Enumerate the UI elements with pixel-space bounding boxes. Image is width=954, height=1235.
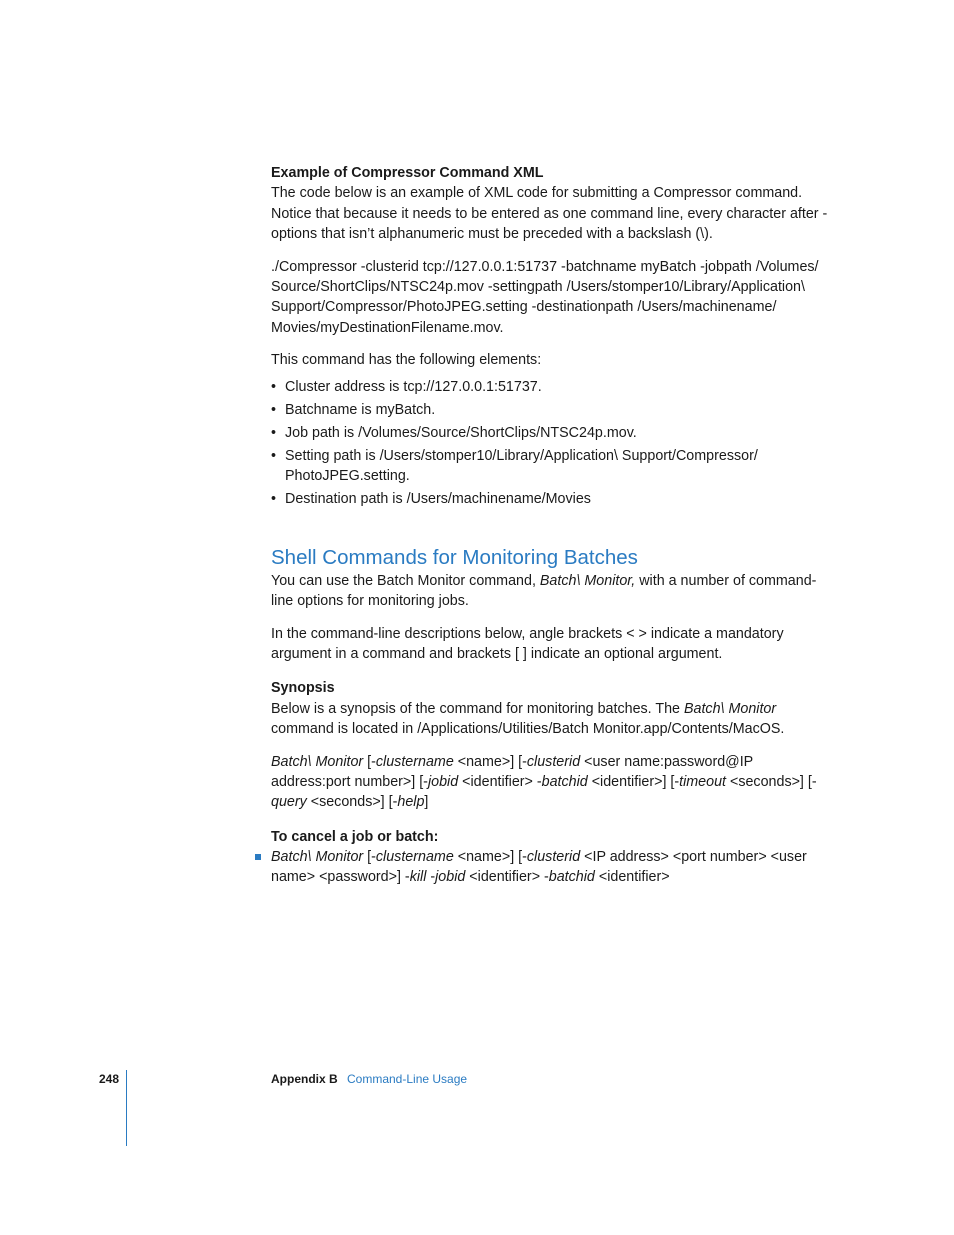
batch-monitor-intro: You can use the Batch Monitor command, Batch\ Monitor, with a number of command-line options for monitoring jobs. — [271, 572, 817, 609]
list-item: • Cluster address is tcp://127.0.0.1:51737. — [271, 377, 831, 397]
section-title-monitoring: Shell Commands for Monitoring Batches — [271, 545, 638, 569]
page-number: 248 — [99, 1072, 120, 1086]
section-heading-xml-example: Example of Compressor Command XML — [271, 165, 544, 181]
command-example — [271, 257, 831, 338]
synopsis-syntax: Batch\ Monitor [-clustername <name>] [-clusterid <user name:password@IP address:port number>] [-jobid <identifier> -batchid <identifier>] [-timeout <seconds>] [-query <seconds>] [-help] — [271, 753, 817, 811]
list-item: • Batchname is myBatch. — [271, 400, 831, 420]
page-content — [271, 163, 831, 888]
footer-appendix: Appendix B — [271, 1072, 338, 1086]
synopsis-paragraph: Below is a synopsis of the command for monitoring batches. The Batch\ Monitor command is located in /Applications/Utilities/Batch Monitor.app/Contents/MacOS. — [271, 700, 785, 737]
code-line: Support/Compressor/PhotoJPEG.setting -destinationpath /Users/machinename/ — [271, 299, 777, 316]
task-step: Batch\ Monitor [-clustername <name>] [-clusterid <IP address> <port number> <user name> <password>] -kill -jobid <identifier> -batchid <identifier> — [271, 847, 831, 888]
xml-intro-paragraph: The code below is an example of XML code for submitting a Compressor command. Notice that because it needs to be entered as one command line, every character after -options that isn’t alphanumeric must be preceded with a backslash (\). — [271, 185, 828, 242]
code-line: ./Compressor -clusterid tcp://127.0.0.1:51737 -batchname myBatch -jobpath /Volumes/ — [271, 258, 819, 275]
list-item: • Destination path is /Users/machinename/Movies — [271, 489, 831, 509]
list-item: • Setting path is /Users/stomper10/Library/Application\ Support/Compressor/ PhotoJPEG.setting. — [271, 446, 831, 487]
code-line: Movies/myDestinationFilename.mov. — [271, 319, 504, 336]
synopsis-heading: Synopsis — [271, 680, 335, 697]
square-bullet-icon — [255, 854, 261, 860]
elements-intro: This command has the following elements: — [271, 352, 542, 369]
elements-list — [271, 377, 831, 510]
notation-paragraph: In the command-line descriptions below, angle brackets < > indicate a mandatory argument in a command and brackets [ ] indicate an optional argument. — [271, 625, 784, 663]
list-item: • Job path is /Volumes/Source/ShortClips/NTSC24p.mov. — [271, 423, 831, 443]
footer-chapter-link[interactable]: Command-Line Usage — [347, 1072, 468, 1086]
footer-divider — [126, 1070, 127, 1146]
code-line: Source/ShortClips/NTSC24p.mov -settingpath /Users/stomper10/Library/Application\ — [271, 278, 805, 295]
task-heading: To cancel a job or batch: — [271, 828, 439, 845]
